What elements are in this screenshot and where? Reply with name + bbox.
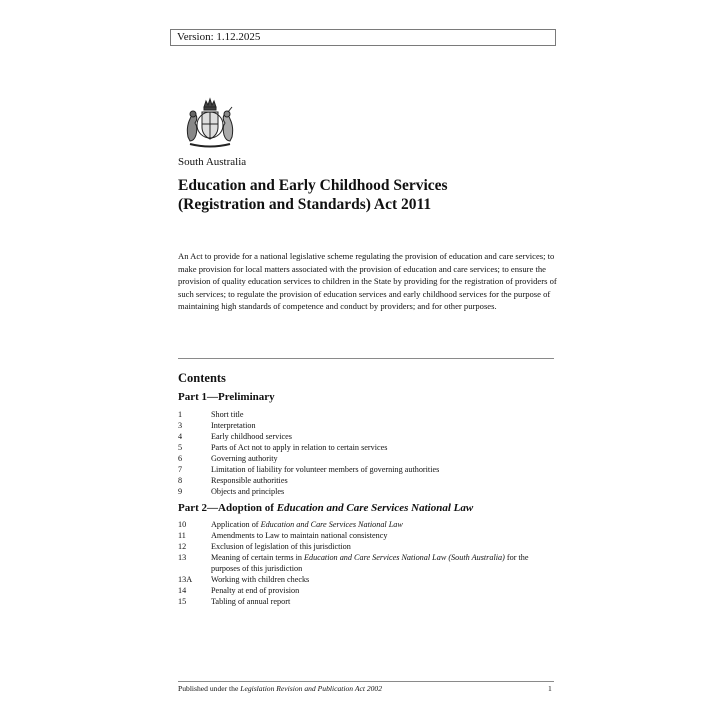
act-title-line1: Education and Early Childhood Services [178,177,448,194]
part1-toc [178,409,558,497]
section-title[interactable]: Amendments to Law to maintain national consistency [211,531,388,540]
footer-prefix: Published under the [178,684,241,693]
page-number: 1 [548,684,552,693]
section-title[interactable]: Exclusion of legislation of this jurisdiction [211,542,351,551]
section-number: 3 [178,421,183,430]
long-title: An Act to provide for a national legislative scheme regulating the provision of education and care services; to make provision for local matters associated with the provision of education and care services; to ensure the provision of quality education services to children in the State by providing for the registration of providers of such services; to regulate the provision of education services and early childhood services for the purpose of maintaining high standards of competence and conduct by providers; and for other purposes. [178,251,557,312]
act-title-line2: (Registration and Standards) Act 2011 [178,196,432,213]
toc-entry[interactable] [178,464,558,475]
section-number: 12 [178,542,187,551]
section-title[interactable]: Limitation of liability for volunteer members of governing authorities [211,465,440,474]
toc-entry[interactable] [178,574,558,585]
section-title-suffix[interactable]: for the purposes of this jurisdiction [211,553,529,573]
section-number: 15 [178,597,187,606]
toc-entry[interactable] [178,409,558,420]
section-title[interactable]: Short title [211,410,244,419]
jurisdiction-label: South Australia [178,156,247,168]
section-number: 8 [178,476,183,485]
contents-heading: Contents [178,371,226,385]
section-title[interactable]: Parts of Act not to apply in relation to certain services [211,443,388,452]
section-title[interactable]: Responsible authorities [211,476,288,485]
section-number: 9 [178,487,183,496]
section-number: 4 [178,432,183,441]
toc-entry[interactable] [178,585,558,596]
section-title[interactable]: Interpretation [211,421,256,430]
coat-of-arms-icon [180,97,240,149]
section-title[interactable]: Working with children checks [211,575,310,584]
toc-entry[interactable] [178,541,558,552]
section-number: 7 [178,465,183,474]
section-title[interactable]: Penalty at end of provision [211,586,300,595]
version-label: Version: 1.12.2025 [170,29,556,46]
act-title [178,176,568,214]
section-title[interactable]: Early childhood services [211,432,292,441]
part2-heading [178,502,473,514]
section-title[interactable]: Meaning of certain terms in [211,553,304,562]
section-number: 10 [178,520,187,529]
section-number: 13A [178,575,193,584]
toc-entry[interactable] [178,431,558,442]
part1-heading: Part 1—Preliminary [178,391,275,403]
toc-entry[interactable] [178,486,558,497]
toc-entry[interactable] [178,552,558,574]
section-title[interactable]: Governing authority [211,454,278,463]
section-number: 11 [178,531,186,540]
divider [178,358,554,359]
toc-entry[interactable] [178,420,558,431]
toc-entry[interactable] [178,519,558,530]
section-title[interactable]: Application of [211,520,261,529]
section-title[interactable]: Objects and principles [211,487,285,496]
part2-toc [178,519,558,607]
section-number: 1 [178,410,183,419]
section-title[interactable]: Tabling of annual report [211,597,291,606]
part2-heading-italic: Education and Care Services National Law [276,502,474,514]
footer-act-name: Legislation Revision and Publication Act 2002 [240,684,383,693]
section-number: 13 [178,553,187,562]
toc-entry[interactable] [178,530,558,541]
toc-entry[interactable] [178,596,558,607]
toc-entry[interactable] [178,475,558,486]
section-title-italic[interactable]: Education and Care Services National Law (South Australia) [304,553,505,562]
part2-heading-prefix: Part 2—Adoption of [178,502,277,514]
section-number: 14 [178,586,187,595]
toc-entry[interactable] [178,442,558,453]
section-title-italic[interactable]: Education and Care Services National Law [260,520,403,529]
footer-publisher [178,684,382,693]
section-number: 6 [178,454,183,463]
toc-entry[interactable] [178,453,558,464]
footer-divider [178,681,554,682]
section-number: 5 [178,443,183,452]
